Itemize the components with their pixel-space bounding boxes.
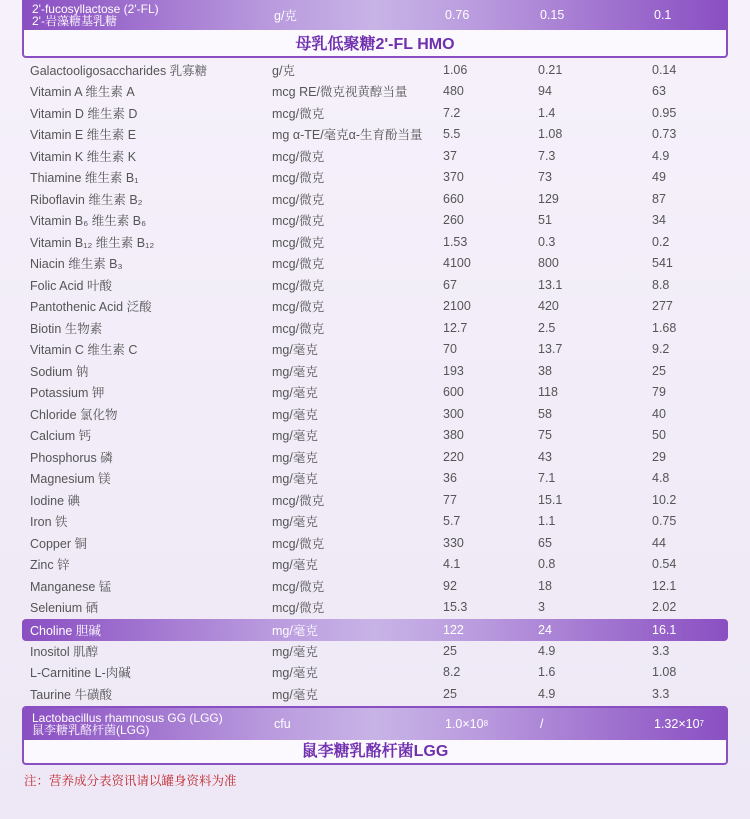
value-per-100ml: 63 xyxy=(652,84,666,99)
value-per-100kj: 4.9 xyxy=(538,686,556,701)
unit: mcg/微克 xyxy=(272,579,325,594)
value-per-100g: 380 xyxy=(443,428,464,443)
value-per-100g: 36 xyxy=(443,471,457,486)
unit: mcg/微克 xyxy=(272,321,325,336)
unit: mcg/微克 xyxy=(272,235,325,250)
nutrient-name: Potassium 钾 xyxy=(30,386,105,401)
hmo-name xyxy=(32,0,159,30)
unit: mg/毫克 xyxy=(272,343,318,358)
lgg-value-3-base: 1.32×10 xyxy=(654,717,700,731)
nutrient-name: Phosphorus 磷 xyxy=(30,450,113,465)
table-row xyxy=(30,167,720,189)
table-row xyxy=(30,532,720,554)
lgg-title: 鼠李糖乳酪杆菌LGG xyxy=(301,743,449,760)
value-per-100ml: 541 xyxy=(652,256,673,271)
table-row xyxy=(30,597,720,619)
unit: mcg RE/微克视黄醇当量 xyxy=(272,85,408,100)
table-row xyxy=(30,253,720,275)
value-per-100ml: 12.1 xyxy=(652,578,677,593)
value-per-100kj: 75 xyxy=(538,428,552,443)
choline-row xyxy=(22,619,728,641)
table-row xyxy=(30,468,720,490)
nutrient-name: Manganese 锰 xyxy=(30,579,112,594)
choline-value-2: 24 xyxy=(538,623,552,637)
value-per-100kj: 13.7 xyxy=(538,342,563,357)
value-per-100g: 193 xyxy=(443,363,464,378)
value-per-100ml: 4.9 xyxy=(652,148,670,163)
value-per-100kj: 0.3 xyxy=(538,234,556,249)
value-per-100kj: 0.21 xyxy=(538,62,563,77)
hmo-title: 母乳低聚糖2'-FL HMO xyxy=(295,35,455,53)
value-per-100ml: 10.2 xyxy=(652,492,677,507)
nutrient-name: Vitamin B₁₂ 维生素 B₁₂ xyxy=(30,235,155,250)
value-per-100kj: 1.1 xyxy=(538,514,556,529)
value-per-100kj: 800 xyxy=(538,256,559,271)
value-per-100kj: 0.8 xyxy=(538,557,556,572)
value-per-100ml: 87 xyxy=(652,191,666,206)
table-row xyxy=(30,575,720,597)
table-row xyxy=(30,231,720,253)
nutrient-name: L-Carnitine L-肉碱 xyxy=(30,666,131,681)
lgg-name-en: Lactobacillus rhamnosus GG (LGG) xyxy=(32,711,223,725)
hmo-unit: g/克 xyxy=(274,9,297,23)
value-per-100g: 77 xyxy=(443,492,457,507)
value-per-100kj: 4.9 xyxy=(538,643,556,658)
table-row xyxy=(30,683,720,705)
value-per-100g: 330 xyxy=(443,535,464,550)
value-per-100kj: 118 xyxy=(538,385,558,400)
value-per-100g: 25 xyxy=(443,643,457,658)
unit: g/克 xyxy=(272,63,295,78)
unit: mg/毫克 xyxy=(272,687,318,702)
table-row xyxy=(30,102,720,124)
unit: mg/毫克 xyxy=(272,386,318,401)
value-per-100kj: 420 xyxy=(538,299,559,314)
nutrient-name: Vitamin B₆ 维生素 B₆ xyxy=(30,214,147,229)
unit: mg/毫克 xyxy=(272,450,318,465)
choline-value-3: 16.1 xyxy=(652,623,677,637)
value-per-100kj: 129 xyxy=(538,191,559,206)
table-row xyxy=(30,446,720,468)
table-row xyxy=(30,81,720,103)
table-row xyxy=(30,188,720,210)
unit: mg/毫克 xyxy=(272,364,318,379)
value-per-100g: 37 xyxy=(443,148,457,163)
table-row xyxy=(30,640,720,662)
table-row xyxy=(30,425,720,447)
nutrient-name: Sodium 钠 xyxy=(30,364,89,379)
nutrient-name: Inositol 肌醇 xyxy=(30,644,99,659)
value-per-100kj: 15.1 xyxy=(538,492,563,507)
hmo-value-2: 0.15 xyxy=(540,8,565,22)
value-per-100g: 5.7 xyxy=(443,514,461,529)
table-row xyxy=(30,360,720,382)
value-per-100g: 1.53 xyxy=(443,234,468,249)
table-row xyxy=(30,124,720,146)
value-per-100ml: 40 xyxy=(652,406,666,421)
value-per-100g: 92 xyxy=(443,578,457,593)
table-row xyxy=(30,296,720,318)
value-per-100ml: 49 xyxy=(652,170,666,185)
nutrient-name: Iodine 碘 xyxy=(30,493,81,508)
value-per-100g: 67 xyxy=(443,277,457,292)
unit: mcg/微克 xyxy=(272,192,325,207)
value-per-100ml: 4.8 xyxy=(652,471,670,486)
value-per-100kj: 1.4 xyxy=(538,105,556,120)
table-row xyxy=(30,554,720,576)
unit: mcg/微克 xyxy=(272,171,325,186)
lgg-value-1-base: 1.0×10 xyxy=(445,717,484,731)
unit: mcg/微克 xyxy=(272,300,325,315)
nutrient-name: Biotin 生物素 xyxy=(30,321,103,336)
value-per-100ml: 8.8 xyxy=(652,277,670,292)
value-per-100kj: 18 xyxy=(538,578,552,593)
value-per-100ml: 0.75 xyxy=(652,514,677,529)
value-per-100ml: 25 xyxy=(652,363,666,378)
lgg-unit: cfu xyxy=(274,717,291,731)
value-per-100ml: 1.68 xyxy=(652,320,677,335)
value-per-100g: 12.7 xyxy=(443,320,468,335)
value-per-100ml: 3.3 xyxy=(652,643,670,658)
nutrient-name: Vitamin A 维生素 A xyxy=(30,85,135,100)
value-per-100g: 15.3 xyxy=(443,600,468,615)
value-per-100ml: 0.14 xyxy=(652,62,677,77)
value-per-100g: 4.1 xyxy=(443,557,461,572)
value-per-100g: 8.2 xyxy=(443,665,461,680)
value-per-100kj: 58 xyxy=(538,406,552,421)
lgg-value-1-exp: 8 xyxy=(483,718,489,728)
nutrient-name: Zinc 锌 xyxy=(30,558,70,573)
value-per-100kj: 7.1 xyxy=(538,471,556,486)
nutrient-name: Vitamin D 维生素 D xyxy=(30,106,138,121)
value-per-100g: 370 xyxy=(443,170,464,185)
value-per-100g: 1.06 xyxy=(443,62,468,77)
hmo-name-cn: 2'-岩藻糖基乳糖 xyxy=(32,14,117,28)
nutrient-name: Pantothenic Acid 泛酸 xyxy=(30,300,152,315)
table-row xyxy=(30,59,720,81)
unit: mcg/微克 xyxy=(272,106,325,121)
value-per-100g: 600 xyxy=(443,385,464,400)
value-per-100kj: 94 xyxy=(538,84,552,99)
unit: mcg/微克 xyxy=(272,493,325,508)
unit: mg/毫克 xyxy=(272,644,318,659)
value-per-100ml: 44 xyxy=(652,535,666,550)
unit: mcg/微克 xyxy=(272,536,325,551)
value-per-100ml: 0.54 xyxy=(652,557,677,572)
nutrient-name: Taurine 牛磺酸 xyxy=(30,687,112,702)
nutrient-name: Galactooligosaccharides 乳寡糖 xyxy=(30,63,208,78)
nutrient-name: Copper 铜 xyxy=(30,536,87,551)
table-row xyxy=(30,339,720,361)
value-per-100g: 660 xyxy=(443,191,464,206)
value-per-100kj: 51 xyxy=(538,213,552,228)
value-per-100kj: 38 xyxy=(538,363,552,378)
lgg-name-cn: 鼠李糖乳酪杆菌(LGG) xyxy=(32,723,150,737)
table-row xyxy=(30,145,720,167)
nutrient-name: Chloride 氯化物 xyxy=(30,407,118,422)
value-per-100kj: 13.1 xyxy=(538,277,563,292)
table-row xyxy=(30,274,720,296)
value-per-100ml: 34 xyxy=(652,213,666,228)
value-per-100ml: 0.2 xyxy=(652,234,670,249)
value-per-100g: 70 xyxy=(443,342,457,357)
value-per-100g: 220 xyxy=(443,449,464,464)
lgg-value-2: / xyxy=(540,717,544,731)
unit: mg α-TE/毫克α-生育酚当量 xyxy=(272,128,423,143)
value-per-100g: 25 xyxy=(443,686,457,701)
choline-value-1: 122 xyxy=(443,623,464,637)
unit: mcg/微克 xyxy=(272,257,325,272)
unit: mcg/微克 xyxy=(272,601,325,616)
value-per-100kj: 1.08 xyxy=(538,127,563,142)
unit: mg/毫克 xyxy=(272,558,318,573)
footnote: 注：营养成分表资讯请以罐身资料为准 xyxy=(24,774,237,788)
nutrient-name: Folic Acid 叶酸 xyxy=(30,278,112,293)
nutrient-name: Vitamin C 维生素 C xyxy=(30,343,138,358)
value-per-100kj: 1.6 xyxy=(538,665,556,680)
unit: mcg/微克 xyxy=(272,214,325,229)
nutrient-name: Iron 铁 xyxy=(30,515,68,530)
table-row xyxy=(30,489,720,511)
value-per-100g: 4100 xyxy=(443,256,471,271)
value-per-100ml: 277 xyxy=(652,299,673,314)
value-per-100ml: 0.95 xyxy=(652,105,677,120)
value-per-100kj: 2.5 xyxy=(538,320,556,335)
lgg-value-3-exp: 7 xyxy=(699,718,704,728)
value-per-100kj: 43 xyxy=(538,449,552,464)
table-row xyxy=(30,382,720,404)
value-per-100ml: 9.2 xyxy=(652,342,670,357)
choline-name: Choline 胆碱 xyxy=(30,624,101,638)
value-per-100ml: 2.02 xyxy=(652,600,677,615)
unit: mg/毫克 xyxy=(272,515,318,530)
table-row xyxy=(30,403,720,425)
value-per-100kj: 65 xyxy=(538,535,552,550)
table-row xyxy=(30,511,720,533)
nutrient-name: Calcium 钙 xyxy=(30,429,92,444)
unit: mcg/微克 xyxy=(272,278,325,293)
nutrient-name: Riboflavin 维生素 B₂ xyxy=(30,192,143,207)
hmo-value-3: 0.1 xyxy=(654,8,672,22)
value-per-100ml: 29 xyxy=(652,449,666,464)
hmo-value-1: 0.76 xyxy=(445,8,470,22)
nutrient-name: Vitamin K 维生素 K xyxy=(30,149,137,164)
value-per-100ml: 50 xyxy=(652,428,666,443)
value-per-100g: 260 xyxy=(443,213,464,228)
value-per-100g: 480 xyxy=(443,84,464,99)
unit: mg/毫克 xyxy=(272,407,318,422)
value-per-100kj: 73 xyxy=(538,170,552,185)
hmo-row xyxy=(24,0,726,30)
nutrient-name: Thiamine 维生素 B₁ xyxy=(30,171,139,186)
unit: mg/毫克 xyxy=(272,666,318,681)
hmo-name-en: 2'-fucosyllactose (2'-FL) xyxy=(32,2,159,16)
value-per-100g: 7.2 xyxy=(443,105,461,120)
table-row xyxy=(30,662,720,684)
value-per-100kj: 3 xyxy=(538,600,545,615)
value-per-100g: 2100 xyxy=(443,299,471,314)
value-per-100ml: 0.73 xyxy=(652,127,677,142)
hmo-panel xyxy=(22,0,728,58)
value-per-100ml: 3.3 xyxy=(652,686,670,701)
lgg-panel xyxy=(22,706,728,765)
table-row xyxy=(30,317,720,339)
choline-unit: mg/毫克 xyxy=(272,624,318,638)
value-per-100ml: 79 xyxy=(652,385,666,400)
nutrient-name: Selenium 硒 xyxy=(30,601,99,616)
value-per-100g: 300 xyxy=(443,406,464,421)
table-row xyxy=(30,210,720,232)
value-per-100kj: 7.3 xyxy=(538,148,556,163)
unit: mcg/微克 xyxy=(272,149,325,164)
nutrient-name: Niacin 维生素 B₃ xyxy=(30,257,123,272)
unit: mg/毫克 xyxy=(272,429,318,444)
nutrient-name: Magnesium 镁 xyxy=(30,472,111,487)
value-per-100g: 5.5 xyxy=(443,127,461,142)
unit: mg/毫克 xyxy=(272,472,318,487)
value-per-100ml: 1.08 xyxy=(652,665,677,680)
nutrient-name: Vitamin E 维生素 E xyxy=(30,128,137,143)
